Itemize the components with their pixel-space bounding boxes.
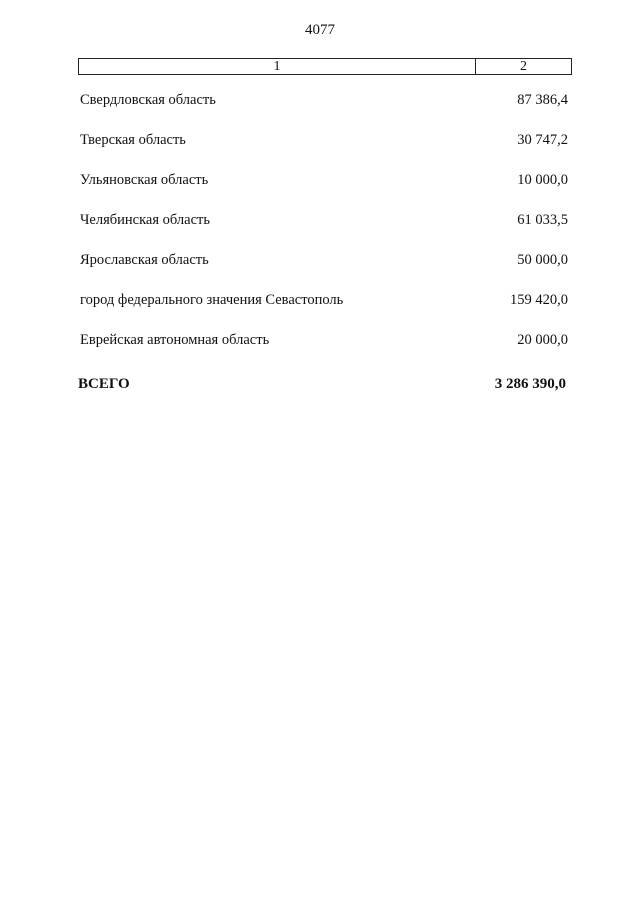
region-name: Тверская область <box>80 132 186 148</box>
region-name: Свердловская область <box>80 92 216 108</box>
table-row <box>80 212 568 252</box>
total-amount: 3 286 390,0 <box>494 376 566 392</box>
column-header-1: 1 <box>79 59 476 74</box>
column-header-2: 2 <box>520 59 527 74</box>
table-header <box>78 58 572 75</box>
table-row <box>80 132 568 172</box>
table-row <box>80 252 568 292</box>
table-row <box>80 332 568 372</box>
region-name: Ульяновская область <box>80 172 209 188</box>
region-name: Челябинская область <box>80 212 210 228</box>
total-row <box>78 376 566 393</box>
region-amount: 20 000,0 <box>517 332 568 348</box>
total-label: ВСЕГО <box>78 376 130 392</box>
page-number: 4077 <box>305 22 335 38</box>
region-name: Ярославская область <box>80 252 209 268</box>
table-row <box>80 292 568 332</box>
region-amount: 159 420,0 <box>510 292 568 308</box>
table-row <box>80 172 568 212</box>
region-amount: 87 386,4 <box>517 92 568 108</box>
region-name: Еврейская автономная область <box>80 332 270 348</box>
region-amount: 50 000,0 <box>517 252 568 268</box>
region-amount: 61 033,5 <box>517 212 568 228</box>
table-body <box>80 92 568 372</box>
region-amount: 30 747,2 <box>517 132 568 148</box>
table-row <box>80 92 568 132</box>
region-name: город федерального значения Севастополь <box>80 292 344 308</box>
region-amount: 10 000,0 <box>517 172 568 188</box>
